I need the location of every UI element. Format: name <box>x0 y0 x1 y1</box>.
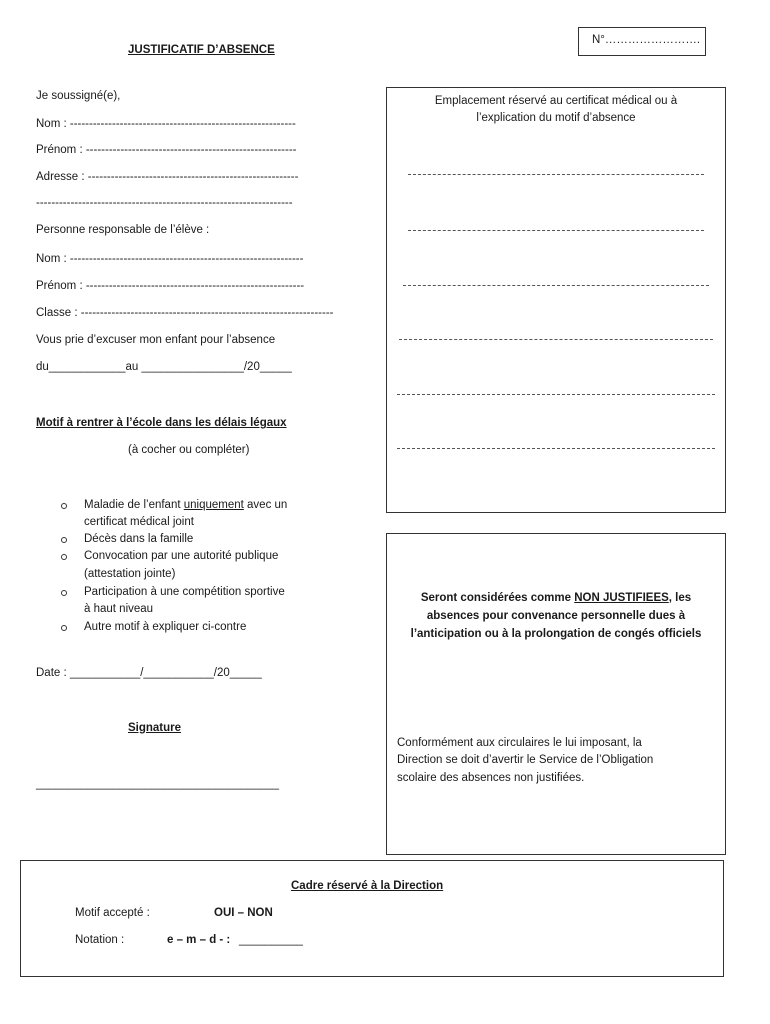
motif-title: Motif à rentrer à l’école dans les délais légaux <box>36 417 287 429</box>
absence-dates-field[interactable]: du____________au ________________/20_____ <box>36 361 292 373</box>
radio-icon[interactable] <box>61 503 67 509</box>
motif-accepte-label: Motif accepté : <box>75 907 150 919</box>
warning-line3: l’anticipation ou à la prolongation de congés officiels <box>410 628 702 640</box>
radio-icon[interactable] <box>61 625 67 631</box>
classe-field[interactable]: Classe : ------------------------------------------------------------------ <box>36 307 334 319</box>
radio-icon[interactable] <box>61 537 67 543</box>
notation-blank[interactable]: __________ <box>239 934 303 946</box>
date-field[interactable]: Date : ___________/___________/20_____ <box>36 667 262 679</box>
reason-label: Décès dans la famille <box>84 533 194 545</box>
responsable-label: Personne responsable de l’élève : <box>36 224 210 236</box>
responsable-nom-field[interactable]: Nom : ------------------------------------------------------------- <box>36 253 304 265</box>
note-line1: Conformément aux circulaires le lui imposant, la <box>397 737 642 749</box>
reason-label: Maladie de l’enfant uniquement avec un <box>84 499 288 511</box>
signature-line[interactable]: ______________________________________ <box>36 778 280 790</box>
notice-box <box>386 533 726 855</box>
warning-line1: Seront considérées comme NON JUSTIFIEES, les <box>420 592 692 604</box>
nom-field[interactable]: Nom : ----------------------------------------------------------- <box>36 118 296 130</box>
adresse-continuation-field[interactable]: ------------------------------------------------------------------- <box>36 197 293 209</box>
certificate-caption-line2: l’explication du motif d’absence <box>476 112 636 124</box>
writing-line[interactable] <box>403 285 709 286</box>
certificate-caption-line1: Emplacement réservé au certificat médical ou à <box>434 95 678 107</box>
radio-icon[interactable] <box>61 590 67 596</box>
number-box[interactable] <box>578 27 706 56</box>
warning-line2: absences pour convenance personnelle dues à <box>426 610 686 622</box>
radio-icon[interactable] <box>61 554 67 560</box>
notation-options: e – m – d - : <box>167 934 231 946</box>
excuse-text: Vous prie d’excuser mon enfant pour l’absence <box>36 334 276 346</box>
writing-line[interactable] <box>408 174 704 175</box>
reason-label: Autre motif à expliquer ci-contre <box>84 621 247 633</box>
note-line2: Direction se doit d’avertir le Service de l’Obligation <box>397 754 654 766</box>
number-label: N°……………………. <box>592 34 701 46</box>
reason-label-cont: à haut niveau <box>84 603 154 615</box>
reason-label-cont: certificat médical joint <box>84 516 194 528</box>
motif-hint: (à cocher ou compléter) <box>128 444 250 456</box>
document-title: JUSTIFICATIF D’ABSENCE <box>128 44 275 56</box>
writing-line[interactable] <box>397 394 715 395</box>
reason-label-cont: (attestation jointe) <box>84 568 176 580</box>
adresse-field[interactable]: Adresse : ------------------------------------------------------- <box>36 171 299 183</box>
writing-line[interactable] <box>399 339 713 340</box>
reason-label: Participation à une compétition sportive <box>84 586 285 598</box>
direction-title: Cadre réservé à la Direction <box>291 880 444 892</box>
notation-label: Notation : <box>75 934 125 946</box>
direction-box <box>20 860 724 977</box>
reason-label: Convocation par une autorité publique <box>84 550 279 562</box>
motif-accepte-value[interactable]: OUI – NON <box>214 907 273 919</box>
signature-label: Signature <box>128 722 182 734</box>
responsable-prenom-field[interactable]: Prénom : --------------------------------------------------------- <box>36 280 305 292</box>
intro-text: Je soussigné(e), <box>36 90 121 102</box>
note-line3: scolaire des absences non justifiées. <box>397 772 585 784</box>
prenom-field[interactable]: Prénom : ------------------------------------------------------- <box>36 144 297 156</box>
certificate-area[interactable] <box>386 87 726 513</box>
writing-line[interactable] <box>397 448 715 449</box>
writing-line[interactable] <box>408 230 704 231</box>
